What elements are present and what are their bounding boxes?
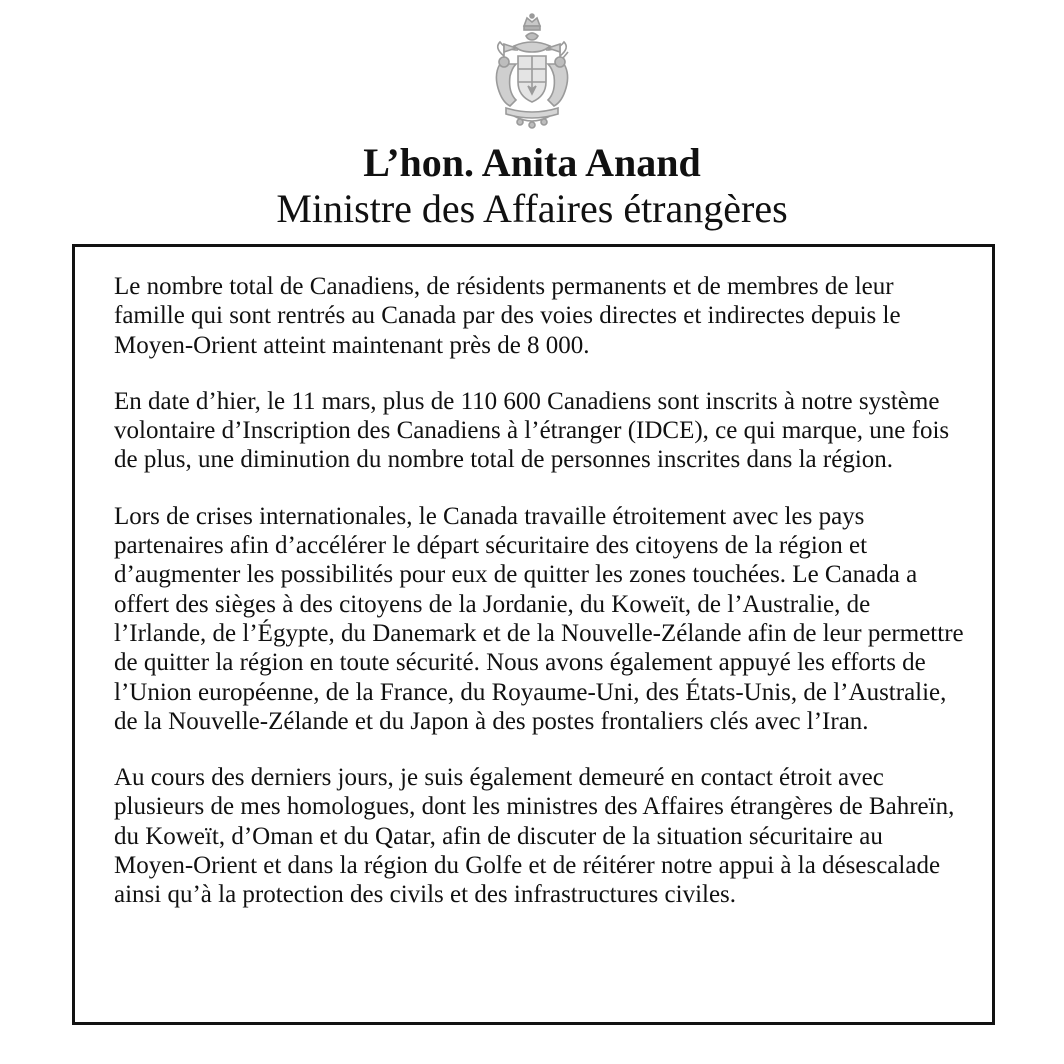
paragraph: Lors de crises internationales, le Canada travaille étroitement avec les pays partenaires afin d’accélérer le départ sécuritaire des citoyens de la région et d’augmenter les possibilités pour eux de quitter les zones touchées. Le Canada a offert des sièges à des citoyens de la Jordanie, du Koweït, de l’Australie, de l’Irlande, de l’Égypte, du Danemark et de la Nouvelle-Zélande afin de leur permettre de quitter la région en toute sécurité. Nous avons également appuyé les efforts de l’Union européenne, de la France, du Royaume-Uni, des États-Unis, de l’Australie, de la Nouvelle-Zélande et du Japon à des postes frontaliers clés avec l’Iran. [114,502,964,735]
statement-body [114,272,964,937]
minister-title: Ministre des Affaires étrangères [276,186,788,231]
minister-name: L’hon. Anita Anand [363,140,701,185]
paragraph: Au cours des derniers jours, je suis également demeuré en contact étroit avec plusieurs de mes homologues, dont les ministres des Affaires étrangères de Bahreïn, du Koweït, d’Oman et du Qatar, afin de discuter de la situation sécuritaire au Moyen-Orient et dans la région du Golfe et de réitérer notre appui à la désescalade ainsi qu’à la protection des civils et des infrastructures civiles. [114,764,955,909]
paragraph: Le nombre total de Canadiens, de résidents permanents et de membres de leur famille qui sont rentrés au Canada par des voies directes et indirectes depuis le Moyen-Orient atteint maintenant près de 8 000. [114,273,901,359]
paragraph: En date d’hier, le 11 mars, plus de 110 600 Canadiens sont inscrits à notre système volontaire d’Inscription des Canadiens à l’étranger (IDCE), ce qui marque, une fois de plus, une diminution du nombre total de personnes inscrites dans la région. [114,387,950,474]
coat-of-arms-icon [484,12,580,130]
